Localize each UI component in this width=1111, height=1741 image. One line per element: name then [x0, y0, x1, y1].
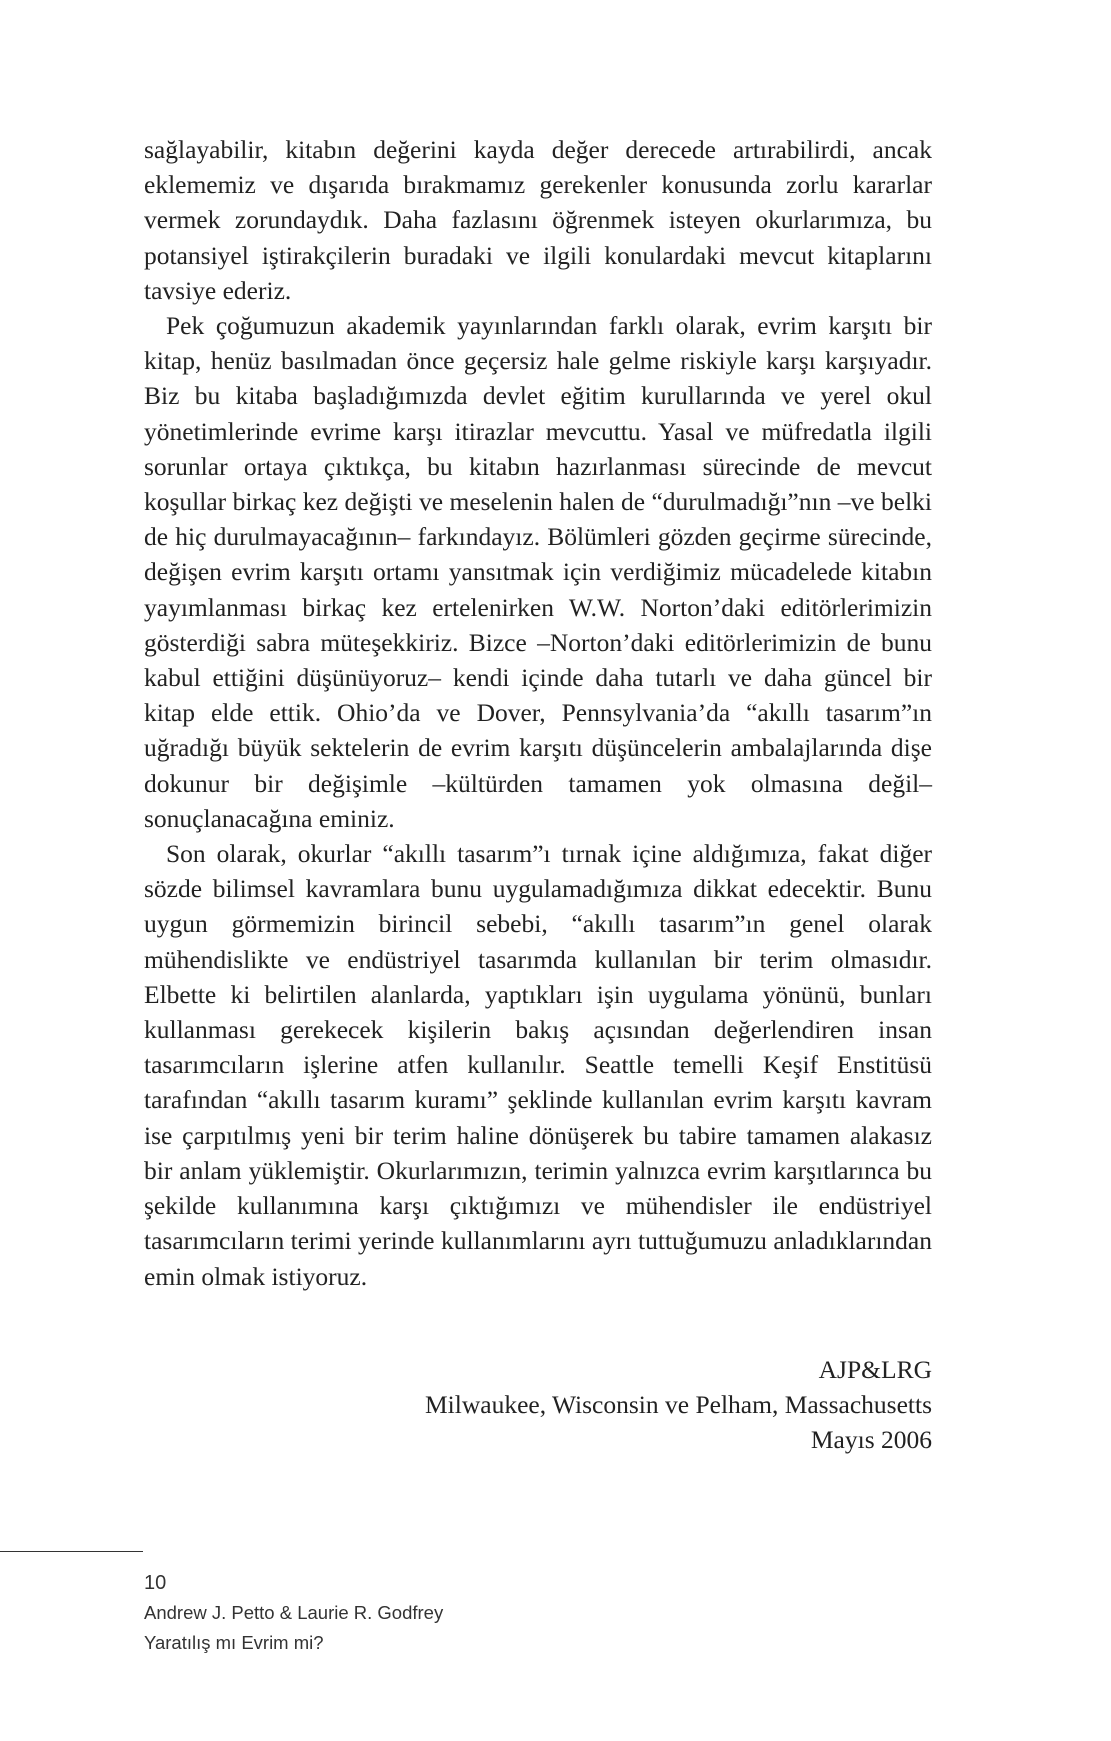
paragraph-2: Pek çoğumuzun akademik yayınlarından farklı olarak, evrim karşıtı bir kitap, henüz basılmadan önce geçersiz hale gelme riskiyle karşı karşıyadır. Biz bu kitaba başladığımızda devlet eğitim kurullarında ve yerel okul yönetimlerinde evrime karşı itirazlar mevcuttu. Yasal ve müfredatla ilgili sorunlar ortaya çıktıkça, bu kitabın hazırlanması sürecinde de mevcut koşullar birkaç kez değişti ve meselenin halen de “durulmadığı”nın –ve belki de hiç durulmayacağının– farkındayız. Bölümleri gözden geçirme sürecinde, değişen evrim karşıtı ortamı yansıtmak için verdiğimiz mücadelede kitabın yayımlanması birkaç kez ertelenirken W.W. Norton’daki editörlerimizin gösterdiği sabra müteşekkiriz. Bizce –Norton’daki editörlerimizin de bunu kabul ettiğini düşünüyoruz– kendi içinde daha tutarlı ve daha güncel bir kitap elde ettik. Ohio’da ve Dover, Pennsylvania’da “akıllı tasarım”ın uğradığı büyük sektelerin de evrim karşıtı düşüncelerin ambalajlarında dişe dokunur bir değişimle –kültürden tamamen yok olmasına değil– sonuçlanacağına eminiz.: [144, 311, 932, 833]
signature-date: Mayıs 2006: [810, 1425, 932, 1455]
running-authors: Andrew J. Petto & Laurie R. Godfrey: [144, 1602, 444, 1623]
footer-divider: [0, 1551, 143, 1552]
preface-signature: [425, 1352, 932, 1458]
signature-initials: AJP&LRG: [818, 1355, 932, 1384]
page-number: 10: [144, 1572, 167, 1594]
paragraph-1: sağlayabilir, kitabın değerini kayda değer derecede artırabilirdi, ancak eklememiz ve dışarıda bırakmamız gerekenler konusunda zorlu kararlar vermek zorundaydık. Daha fazlasını öğrenmek isteyen okurlarımıza, bu potansiyel iştirakçilerin buradaki ve ilgili konulardaki mevcut kitaplarını tavsiye ederiz.: [144, 135, 932, 305]
signature-place: Milwaukee, Wisconsin ve Pelham, Massachusetts: [425, 1390, 932, 1420]
paragraph-3: Son olarak, okurlar “akıllı tasarım”ı tırnak içine aldığımıza, fakat diğer sözde bilimsel kavramlara bunu uygulamadığımıza dikkat edecektir. Bunu uygun görmemizin birincil sebebi, “akıllı tasarım”ın genel olarak mühendislikte ve endüstriyel tasarımda kullanılan bir terim olmasıdır. Elbette ki belirtilen alanlarda, yaptıkları işin uygulama yönünü, bunları kullanması gerekecek kişilerin bakış açısından değerlendiren insan tasarımcıların işlerine atfen kullanılır. Seattle temelli Keşif Enstitüsü tarafından “akıllı tasarım kuramı” şeklinde kullanılan evrim karşıtı kavram ise çarpıtılmış yeni bir terim haline dönüşerek bu tabire tamamen alakasız bir anlam yüklemiştir. Okurlarımızın, terimin yalnızca evrim karşıtlarınca bu şekilde kullanımına karşı çıktığımızı ve mühendisler ile endüstriyel tasarımcıların terimi yerinde kullanımlarını ayrı tuttuğumuzu anladıklarından emin olmak istiyoruz.: [144, 839, 932, 1291]
page-footer: [144, 1568, 443, 1658]
running-title: Yaratılış mı Evrim mi?: [144, 1632, 324, 1653]
main-text: [144, 132, 932, 1294]
